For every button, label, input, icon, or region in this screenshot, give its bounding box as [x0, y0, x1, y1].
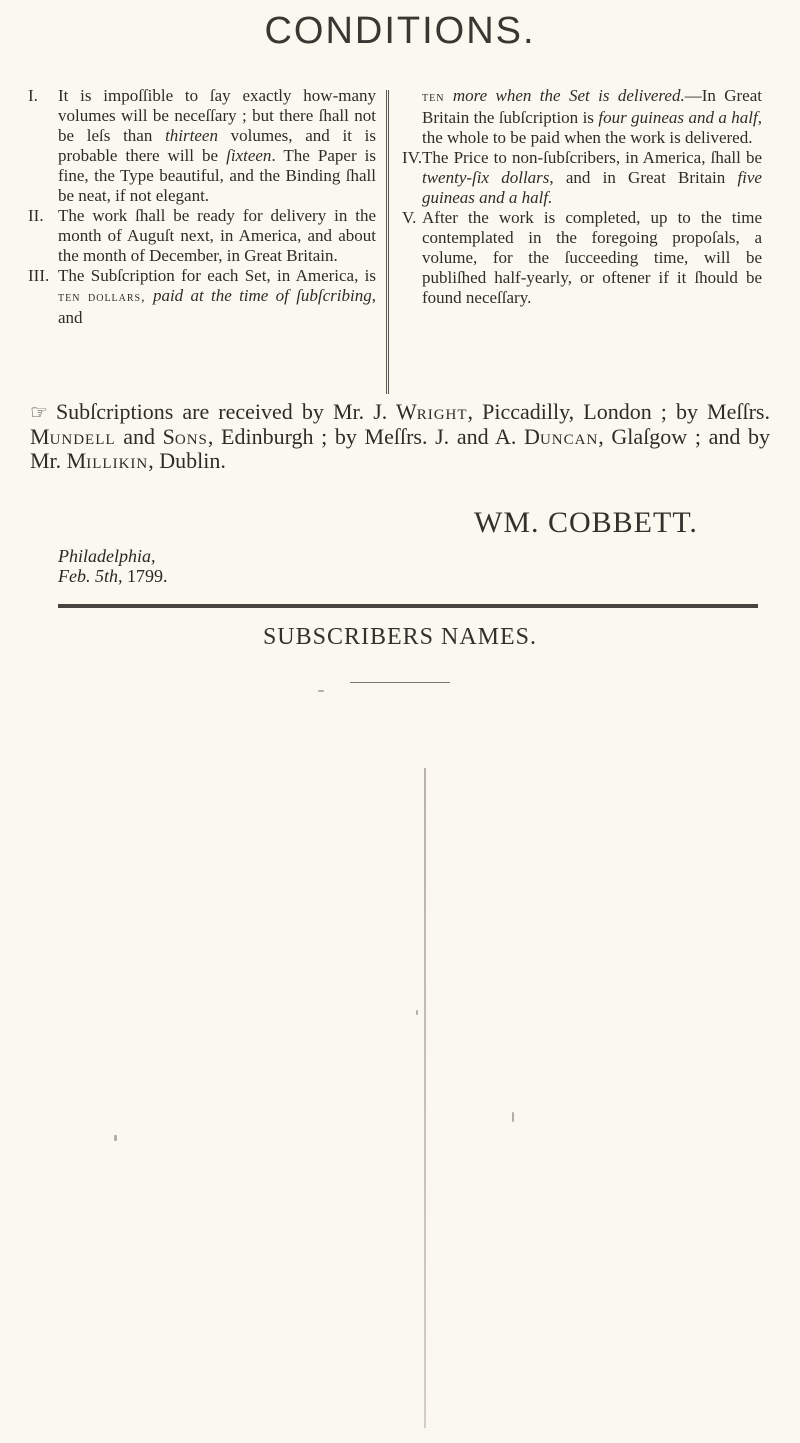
text-run: five guineas and a half.: [422, 168, 762, 207]
pointing-hand-icon: ☞: [30, 402, 48, 424]
subscriptions-paragraph: [30, 400, 770, 473]
text-run: and S: [115, 424, 175, 449]
page-title: CONDITIONS.: [264, 10, 536, 52]
text-run: , and: [58, 286, 376, 327]
subscribers-heading: SUBSCRIBERS NAMES.: [262, 624, 538, 650]
paper-speck: [512, 1112, 514, 1122]
text-run: , Glaſgow ; and by Mr. M: [30, 424, 770, 473]
text-run: , the whole to be paid when the work is delivered.: [422, 108, 762, 147]
condition-number: IV.: [402, 148, 422, 167]
text-run: The Price to non-ſubſcribers, in America, ſhall be: [422, 148, 762, 167]
signature: WM. COBBETT.: [474, 506, 698, 539]
text-run: ons: [174, 424, 208, 449]
text-run: —In Great Britain the ſubſcription is: [422, 86, 763, 127]
text-run: . The Paper is fine, the Type beautiful, and the Binding ſhall be neat, if not elegant.: [58, 146, 376, 205]
text-run: right: [416, 399, 468, 424]
condition-item: [402, 86, 762, 148]
text-run: more when the Set is delivered.: [452, 86, 685, 105]
text-run: thirteen: [165, 126, 218, 145]
condition-number: III.: [28, 266, 50, 285]
text-run: paid at the time of ſubſcribing: [152, 286, 372, 305]
place-date: [58, 546, 168, 586]
text-run: , Piccadilly, London ; by Meſſrs. M: [30, 399, 770, 449]
place: Philadelphia,: [58, 546, 156, 566]
text-run: The Subſcription for each Set, in America, is: [58, 266, 376, 285]
paper-speck: [318, 690, 324, 692]
short-rule: [350, 682, 450, 683]
text-run: After the work is completed, up to the time contemplated in the foregoing propoſals, a volume, for the ſucceeding time, will be publiſhed half-yearly, or oftener if it ſhould be found neceſſary.: [422, 208, 762, 307]
text-run: , Dublin.: [148, 448, 226, 473]
date-year: 1799.: [122, 566, 168, 586]
heavy-rule: [58, 604, 758, 608]
text-run: , and in Great Britain: [549, 168, 738, 187]
text-run: It is impoſſible to ſay exactly how-many volumes will be neceſſary ; but there ſhall not be leſs than: [58, 86, 376, 145]
text-run: ten: [422, 90, 445, 105]
condition-number: I.: [28, 86, 38, 105]
conditions-left-column: [28, 86, 376, 328]
paper-speck: [114, 1135, 117, 1141]
condition-item: [28, 266, 376, 328]
conditions-right-column: [402, 86, 762, 308]
faint-vertical-mark: [424, 768, 426, 1428]
paper-speck: [416, 1010, 418, 1015]
condition-item: [402, 148, 762, 208]
date: [58, 566, 168, 586]
text-run: Subſcriptions are received by Mr. J. W: [55, 399, 417, 424]
text-run: [146, 286, 153, 305]
condition-number: II.: [28, 206, 44, 225]
condition-item: [28, 86, 376, 206]
text-run: undell: [49, 424, 116, 449]
text-run: twenty-ſix dollars: [422, 168, 550, 187]
text-run: four guineas and a half: [598, 108, 758, 127]
condition-item: [402, 208, 762, 308]
text-run: ten dollars,: [58, 290, 146, 305]
subscriptions-text: [30, 399, 770, 473]
date-prefix: Feb. 5th,: [58, 566, 123, 586]
text-run: , Edinburgh ; by Meſſrs. J. and A. D: [207, 424, 540, 449]
text-run: ſixteen: [226, 146, 272, 165]
text-run: illikin: [86, 448, 149, 473]
condition-number: V.: [402, 208, 417, 227]
column-divider: [386, 90, 389, 394]
text-run: The work ſhall be ready for delivery in the month of Auguſt next, in America, and about the month of December, in Great Britain.: [58, 206, 376, 265]
text-run: volumes, and it is probable there will be: [58, 126, 376, 165]
condition-item: [28, 206, 376, 266]
text-run: uncan: [539, 424, 599, 449]
text-run: [444, 86, 452, 105]
